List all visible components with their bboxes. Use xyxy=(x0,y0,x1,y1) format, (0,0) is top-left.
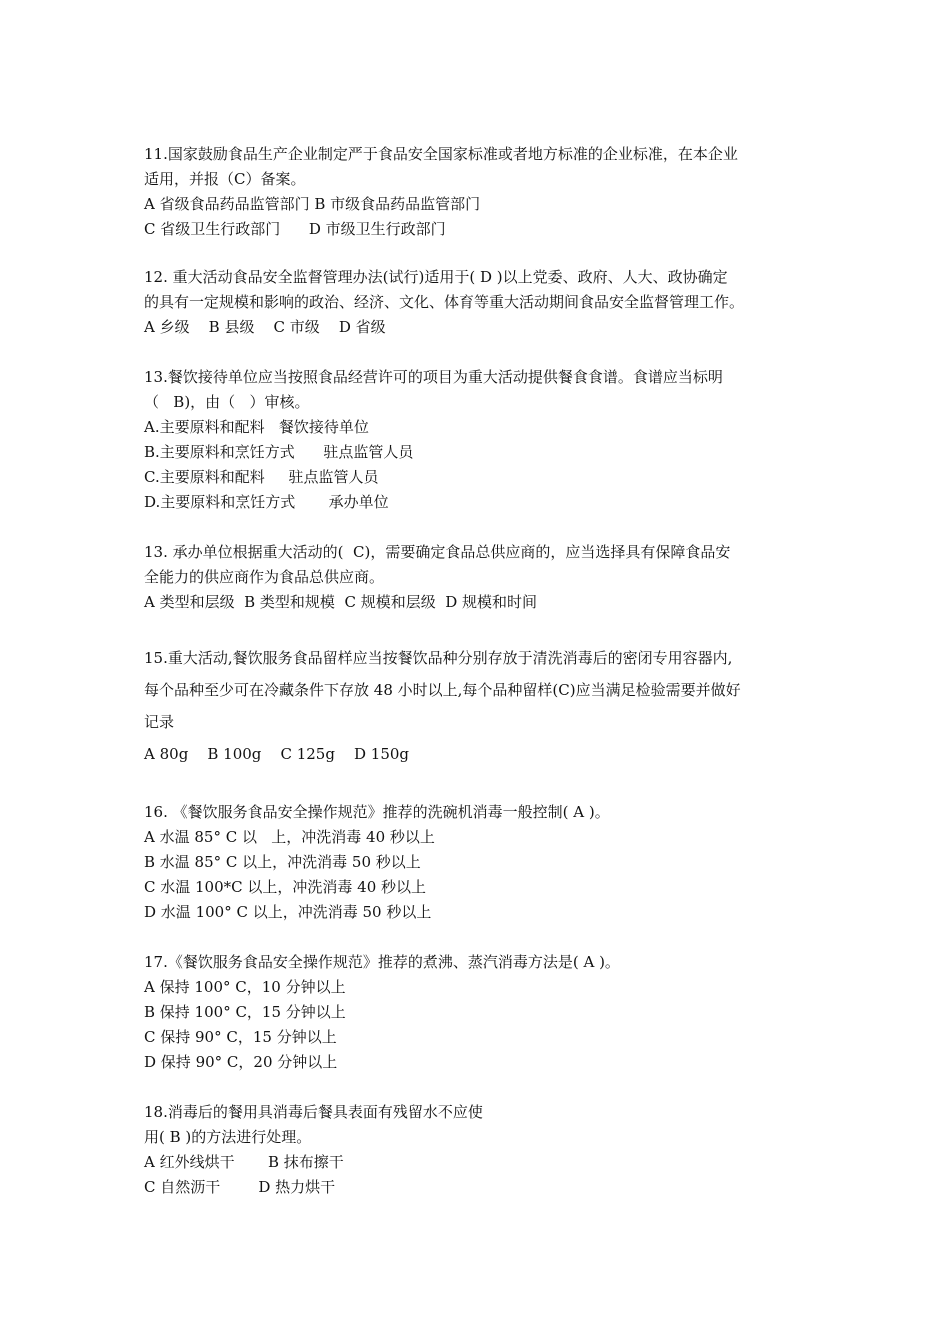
answer-options: A 类型和层级 B 类型和规模 C 规模和层级 D 规模和时间 xyxy=(144,593,538,611)
answer-option: D 保持 90° C，20 分钟以上 xyxy=(144,1053,338,1071)
answer-options: A 省级食品药品监管部门 B 市级食品药品监管部门 xyxy=(144,195,481,213)
question-text: 13. 承办单位根据重大活动的( C)，需要确定食品总供应商的，应当选择具有保障食品安 xyxy=(144,543,731,561)
question-17 xyxy=(144,950,814,1075)
question-text: 11.国家鼓励食品生产企业制定严于食品安全国家标准或者地方标准的企业标准，在本企业 xyxy=(144,145,738,163)
answer-options: A 红外线烘干 B 抹布擦干 xyxy=(144,1153,344,1171)
answer-option: A.主要原料和配料 餐饮接待单位 xyxy=(144,418,369,436)
question-text: 13.餐饮接待单位应当按照食品经营许可的项目为重大活动提供餐食食谱。食谱应当标明 xyxy=(144,368,723,386)
question-text: 16. 《餐饮服务食品安全操作规范》推荐的洗碗机消毒一般控制( A )。 xyxy=(144,803,610,821)
answer-option: D 水温 100° C 以上，冲洗消毒 50 秒以上 xyxy=(144,903,432,921)
question-13b xyxy=(144,540,814,615)
question-11 xyxy=(144,142,814,242)
answer-options: C 自然沥干 D 热力烘干 xyxy=(144,1178,336,1196)
answer-option: C.主要原料和配料 驻点监管人员 xyxy=(144,468,379,486)
question-text: 17.《餐饮服务食品安全操作规范》推荐的煮沸、蒸汽消毒方法是( A )。 xyxy=(144,953,620,971)
question-13a xyxy=(144,365,814,515)
question-text: 用( B )的方法进行处理。 xyxy=(144,1128,312,1146)
question-text: 12. 重大活动食品安全监督管理办法(试行)适用于( D )以上党委、政府、人大、政协确定 xyxy=(144,268,728,286)
question-text: 18.消毒后的餐用具消毒后餐具表面有残留水不应使 xyxy=(144,1103,483,1121)
question-12 xyxy=(144,265,814,340)
answer-options: A 乡级 B 县级 C 市级 D 省级 xyxy=(144,318,386,336)
answer-options: A 80g B 100g C 125g D 150g xyxy=(144,745,410,763)
question-15 xyxy=(144,642,814,770)
question-text: 每个品种至少可在冷藏条件下存放 48 小时以上,每个品种留样(C)应当满足检验需要并做好 xyxy=(144,681,741,699)
question-16 xyxy=(144,800,814,925)
answer-options: C 省级卫生行政部门 D 市级卫生行政部门 xyxy=(144,220,446,238)
question-text: 15.重大活动,餐饮服务食品留样应当按餐饮品种分别存放于清洗消毒后的密闭专用容器内, xyxy=(144,649,733,667)
question-text: 全能力的供应商作为食品总供应商。 xyxy=(144,568,385,586)
question-text: 适用，并报（C）备案。 xyxy=(144,170,306,188)
question-text: 的具有一定规模和影响的政治、经济、文化、体育等重大活动期间食品安全监督管理工作。 xyxy=(144,293,745,311)
question-18 xyxy=(144,1100,814,1200)
answer-option: B 水温 85° C 以上，冲洗消毒 50 秒以上 xyxy=(144,853,421,871)
question-text: （ B)，由（ ）审核。 xyxy=(144,393,310,411)
answer-option: D.主要原料和烹饪方式 承办单位 xyxy=(144,493,389,511)
answer-option: A 保持 100° C，10 分钟以上 xyxy=(144,978,346,996)
answer-option: B 保持 100° C，15 分钟以上 xyxy=(144,1003,346,1021)
answer-option: C 水温 100*C 以上，冲洗消毒 40 秒以上 xyxy=(144,878,427,896)
answer-option: B.主要原料和烹饪方式 驻点监管人员 xyxy=(144,443,414,461)
answer-option: C 保持 90° C，15 分钟以上 xyxy=(144,1028,337,1046)
answer-option: A 水温 85° C 以 上，冲洗消毒 40 秒以上 xyxy=(144,828,435,846)
question-text: 记录 xyxy=(144,713,175,731)
